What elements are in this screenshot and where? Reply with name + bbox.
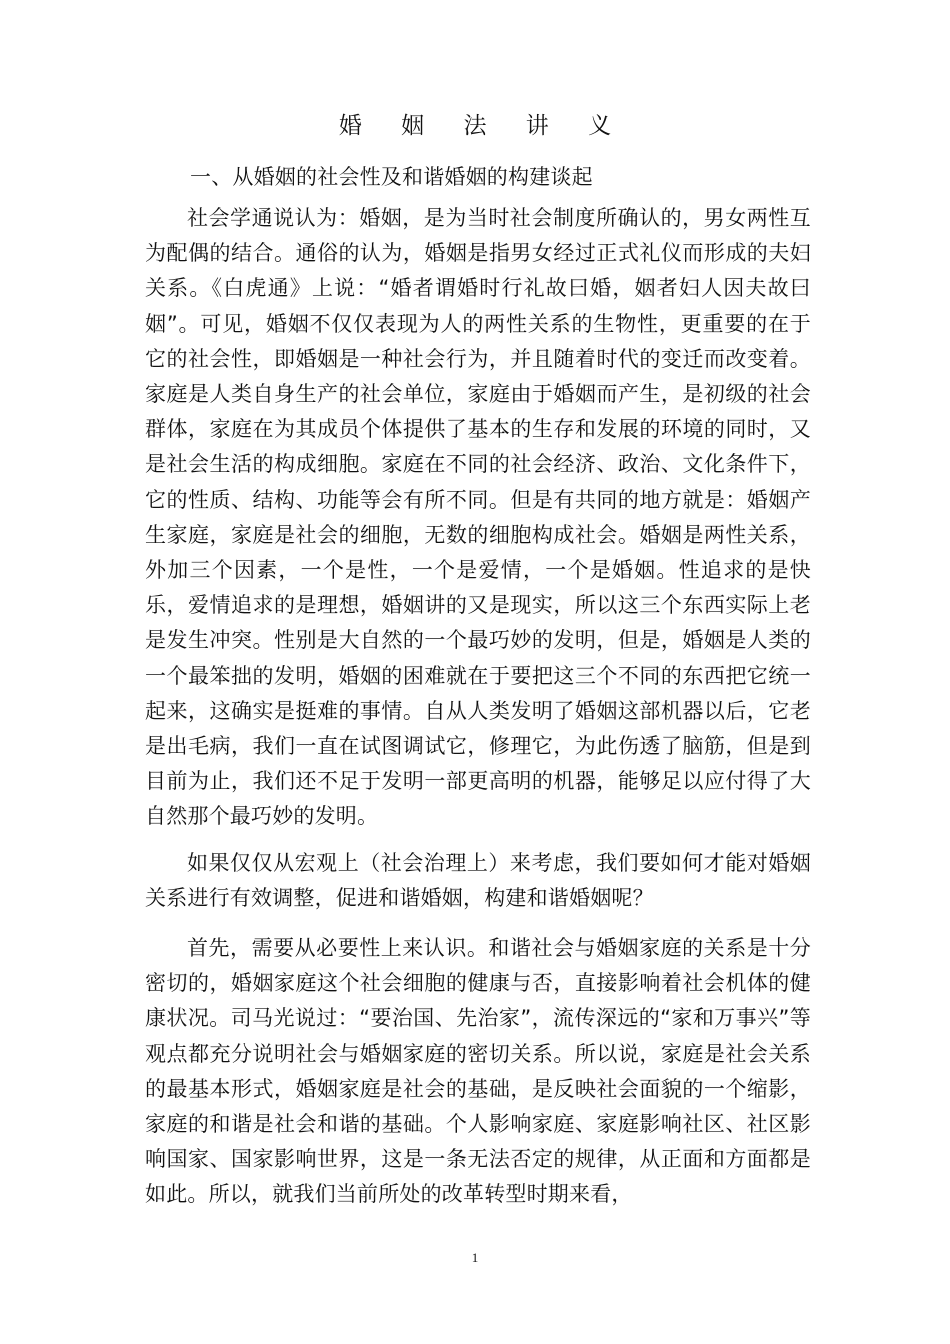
- paragraph-2: [145, 846, 811, 916]
- page-number: 1: [471, 1250, 479, 1265]
- paragraph-text: 社会学通说认为：婚姻，是为当时社会制度所确认的，男女两性互为配偶的结合。通俗的认为，婚姻是指男女经过正式礼仪而形成的夫妇关系。《白虎通》上说：“婚者谓婚时行礼故曰婚，姻者妇人因夫故曰姻”。可见，婚姻不仅仅表现为人的两性关系的生物性，更重要的在于它的社会性，即婚姻是一种社会行为，并且随着时代的变迁而改变着。家庭是人类自身生产的社会单位，家庭由于婚姻而产生，是初级的社会群体，家庭在为其成员个体提供了基本的生存和发展的环境的同时，又是社会生活的构成细胞。家庭在不同的社会经济、政治、文化条件下，它的性质、结构、功能等会有所不同。但是有共同的地方就是：婚姻产生家庭，家庭是社会的细胞，无数的细胞构成社会。婚姻是两性关系，外加三个因素，一个是性，一个是爱情，一个是婚姻。性追求的是快乐，爱情追求的是理想，婚姻讲的又是现实，所以这三个东西实际上老是发生冲突。性别是大自然的一个最巧妙的发明，但是，婚姻是人类的一个最笨拙的发明，婚姻的困难就在于要把这三个不同的东西把它统一起来，这确实是挺难的事情。自从人类发明了婚姻这部机器以后，它老是出毛病，我们一直在试图调试它，修理它，为此伤透了脑筋，但是到目前为止，我们还不足于发明一部更高明的机器，能够足以应付得了大自然那个最巧妙的发明。: [145, 206, 811, 829]
- paragraph-3: [145, 931, 811, 1213]
- section-heading: 一、从婚姻的社会性及和谐婚姻的构建谈起: [190, 165, 593, 189]
- document-title: 婚 姻 法 讲 义: [338, 113, 628, 139]
- paragraph-text: 首先，需要从必要性上来认识。和谐社会与婚姻家庭的关系是十分密切的，婚姻家庭这个社会细胞的健康与否，直接影响着社会机体的健康状况。司马光说过：“要治国、先治家”，流传深远的“家和万事兴”等观点都充分说明社会与婚姻家庭的密切关系。所以说，家庭是社会关系的最基本形式，婚姻家庭是社会的基础，是反映社会面貌的一个缩影，家庭的和谐是社会和谐的基础。个人影响家庭、家庭影响社区、社区影响国家、国家影响世界，这是一条无法否定的规律，从正面和方面都是如此。所以，就我们当前所处的改革转型时期来看，: [145, 936, 811, 1207]
- paragraph-1: [145, 201, 811, 835]
- paragraph-text: 如果仅仅从宏观上（社会治理上）来考虑，我们要如何才能对婚姻关系进行有效调整，促进和谐婚姻，构建和谐婚姻呢？: [145, 851, 811, 911]
